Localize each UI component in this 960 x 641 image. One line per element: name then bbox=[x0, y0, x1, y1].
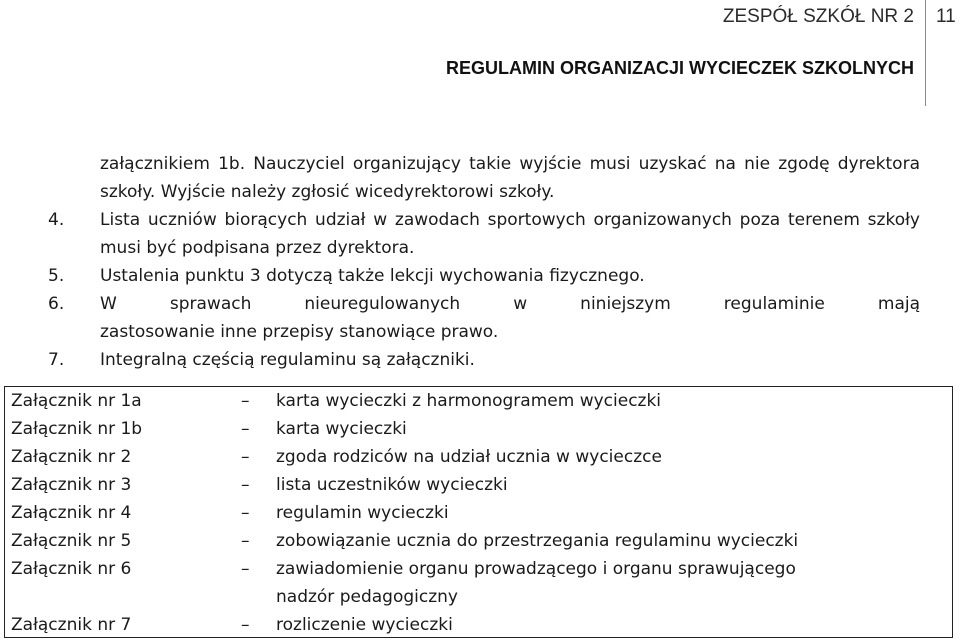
list-item-text: Integralną częścią regulaminu są załączniki. bbox=[100, 350, 475, 370]
header-school-name: ZESPÓŁ SZKÓŁ NR 2 bbox=[722, 6, 914, 27]
attachment-description: karta wycieczki bbox=[276, 419, 407, 439]
attachment-row bbox=[5, 611, 954, 639]
document-title: REGULAMIN ORGANIZACJI WYCIECZEK SZKOLNYCH bbox=[446, 58, 914, 78]
list-item-text: Lista uczniów biorących udział w zawodach sportowych organizowanych poza terenem szkoły musi być podpisana przez dyrektora. bbox=[100, 210, 920, 258]
list-item-number: 5. bbox=[48, 266, 65, 286]
attachment-row-continued bbox=[5, 583, 954, 611]
attachment-description: lista uczestników wycieczki bbox=[276, 475, 508, 495]
list-item-number: 7. bbox=[48, 350, 65, 370]
list-item-text: W sprawach nieuregulowanych w niniejszym regulaminie mają bbox=[100, 294, 920, 314]
attachment-description: zgoda rodziców na udział ucznia w wycieczce bbox=[276, 447, 662, 467]
attachment-description: karta wycieczki z harmonogramem wycieczki bbox=[276, 391, 662, 411]
attachment-dash: – bbox=[241, 531, 250, 551]
attachment-dash: – bbox=[241, 475, 250, 495]
attachment-dash: – bbox=[241, 391, 250, 411]
attachment-label: Załącznik nr 1b bbox=[11, 419, 143, 439]
attachment-label: Załącznik nr 1a bbox=[11, 391, 142, 411]
attachment-row bbox=[5, 499, 954, 527]
list-item bbox=[48, 290, 920, 318]
attachment-description-continued: nadzór pedagogiczny bbox=[276, 587, 458, 607]
header-divider bbox=[925, 0, 926, 106]
list-item-text-continued: zastosowanie inne przepisy stanowiące prawo. bbox=[100, 322, 499, 342]
attachment-dash: – bbox=[241, 559, 250, 579]
attachment-dash: – bbox=[241, 615, 250, 635]
attachment-label: Załącznik nr 6 bbox=[11, 559, 132, 579]
list-item bbox=[48, 206, 920, 262]
list-item-text: Ustalenia punktu 3 dotyczą także lekcji wychowania fizycznego. bbox=[100, 266, 645, 286]
attachment-row bbox=[5, 471, 954, 499]
list-item bbox=[48, 346, 920, 374]
attachment-row bbox=[5, 443, 954, 471]
document-body bbox=[48, 150, 920, 374]
page-header bbox=[0, 0, 960, 110]
attachment-dash: – bbox=[241, 503, 250, 523]
list-item bbox=[48, 262, 920, 290]
attachment-description: regulamin wycieczki bbox=[276, 503, 449, 523]
continuation-paragraph: załącznikiem 1b. Nauczyciel organizujący takie wyjście musi uzyskać na nie zgodę dyrektora szkoły. Wyjście należy zgłosić wicedyrektorowi szkoły. bbox=[100, 154, 920, 202]
attachment-label: Załącznik nr 2 bbox=[11, 447, 132, 467]
attachment-description: zawiadomienie organu prowadzącego i organu sprawującego bbox=[276, 559, 796, 579]
attachment-row bbox=[5, 555, 954, 583]
attachment-row bbox=[5, 527, 954, 555]
attachment-label: Załącznik nr 3 bbox=[11, 475, 132, 495]
attachment-label: Załącznik nr 5 bbox=[11, 531, 132, 551]
attachment-dash: – bbox=[241, 447, 250, 467]
attachment-label: Załącznik nr 7 bbox=[11, 615, 132, 635]
attachment-description: rozliczenie wycieczki bbox=[276, 615, 453, 635]
attachment-row bbox=[5, 415, 954, 443]
list-item-number: 6. bbox=[48, 294, 65, 314]
attachment-dash: – bbox=[241, 419, 250, 439]
list-item-number: 4. bbox=[48, 210, 65, 230]
page-number: 11 bbox=[936, 6, 956, 27]
attachment-row bbox=[5, 387, 954, 415]
attachments-table bbox=[4, 386, 953, 638]
attachment-label: Załącznik nr 4 bbox=[11, 503, 132, 523]
attachment-description: zobowiązanie ucznia do przestrzegania regulaminu wycieczki bbox=[276, 531, 799, 551]
